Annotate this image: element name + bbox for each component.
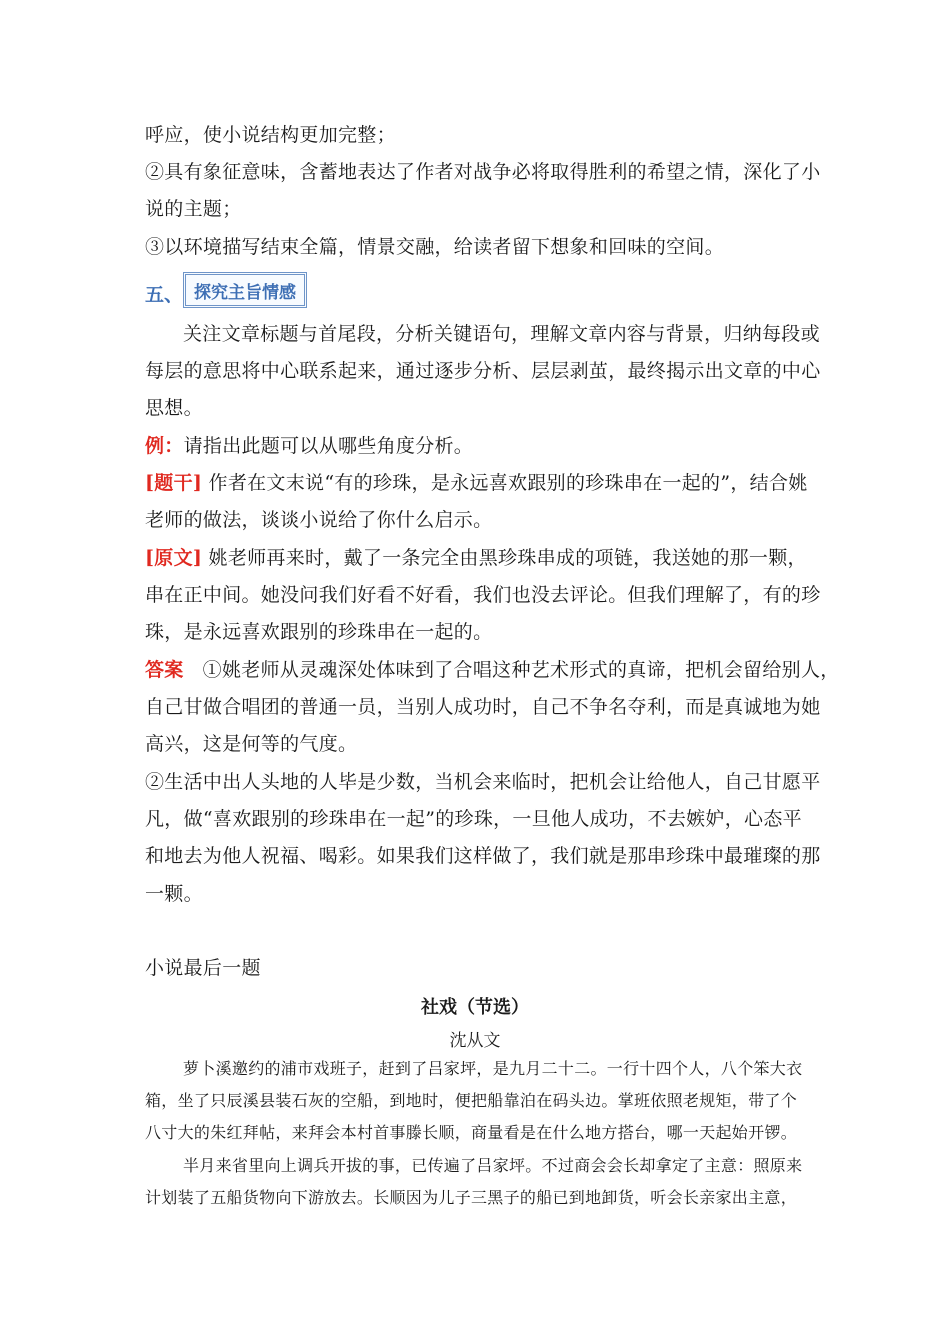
original-text: 姚老师再来时，戴了一条完全由黑珍珠串成的项链，我送她的那一颗， — [208, 547, 807, 569]
example-label: 例： — [145, 435, 184, 457]
section-title: 探究主旨情感 — [194, 282, 296, 303]
answer-line: 高兴，这是何等的气度。 — [145, 733, 358, 755]
example-line — [145, 434, 473, 458]
method-paragraph-line: 思想。 — [145, 397, 203, 419]
text-line: 呼应，使小说结构更加完整； — [145, 124, 396, 146]
novel-paragraph-line: 半月来省里向上调兵开拔的事，已传遍了吕家坪。不过商会会长却拿定了主意：照原来 — [183, 1156, 803, 1175]
answer-line: 和地去为他人祝福、喝彩。如果我们这样做了，我们就是那串珍珠中最璀璨的那 — [145, 845, 821, 867]
answer-line: 自己甘做合唱团的普通一员，当别人成功时，自己不争名夺利，而是真诚地为她 — [145, 696, 821, 718]
question-line: 老师的做法，谈谈小说给了你什么启示。 — [145, 509, 493, 531]
novel-intro: 小说最后一题 — [145, 957, 261, 979]
original-line: 串在正中间。她没问我们好看不好看，我们也没去评论。但我们理解了，有的珍 — [145, 584, 821, 606]
question-label: [题干] — [145, 472, 203, 494]
text-line: ③以环境描写结束全篇，情景交融，给读者留下想象和回味的空间。 — [145, 236, 725, 258]
answer-label: 答案 — [145, 659, 184, 681]
answer-line: 凡，做“喜欢跟别的珍珠串在一起”的珍珠，一旦他人成功，不去嫉妒，心态平 — [145, 808, 802, 830]
question-text: 作者在文末说“有的珍珠，是永远喜欢跟别的珍珠串在一起的”，结合姚 — [208, 472, 808, 494]
example-text: 请指出此题可以从哪些角度分析。 — [183, 435, 474, 457]
answer-line: ②生活中出人头地的人毕是少数，当机会来临时，把机会让给他人，自己甘愿平 — [145, 771, 821, 793]
answer-line: 一颗。 — [145, 883, 203, 905]
text-line: 说的主题； — [145, 198, 242, 220]
original-line: 珠，是永远喜欢跟别的珍珠串在一起的。 — [145, 621, 493, 643]
section-number: 五、 — [145, 284, 184, 306]
method-paragraph-line: 关注文章标题与首尾段，分析关键语句，理解文章内容与背景，归纳每段或 — [183, 323, 820, 345]
text-line: ②具有象征意味，含蓄地表达了作者对战争必将取得胜利的希望之情，深化了小 — [145, 161, 821, 183]
original-label: [原文] — [145, 547, 203, 569]
original-line — [145, 546, 807, 570]
novel-paragraph-line: 计划装了五船货物向下游放去。长顺因为儿子三黑子的船已到地卸货，听会长亲家出主意， — [145, 1188, 798, 1207]
novel-author: 沈从文 — [449, 1031, 501, 1051]
novel-paragraph-line: 箱，坐了只辰溪县装石灰的空船，到地时，便把船靠泊在码头边。掌班依照老规矩，带了个 — [145, 1091, 798, 1110]
answer-line — [145, 658, 840, 682]
novel-paragraph-line: 八寸大的朱红拜帖，来拜会本村首事滕长顺，商量看是在什么地方搭台，哪一天起始开锣。 — [145, 1123, 798, 1142]
novel-title: 社戏（节选） — [421, 997, 529, 1018]
section-title-box — [183, 272, 307, 308]
novel-paragraph-line: 萝卜溪邀约的浦市戏班子，赶到了吕家坪，是九月二十二。一行十四个人，八个笨大衣 — [183, 1059, 803, 1078]
question-line — [145, 471, 808, 495]
answer-text: ①姚老师从灵魂深处体味到了合唱这种艺术形式的真谛，把机会留给别人， — [202, 659, 840, 681]
method-paragraph-line: 每层的意思将中心联系起来，通过逐步分析、层层剥茧，最终揭示出文章的中心 — [145, 360, 821, 382]
